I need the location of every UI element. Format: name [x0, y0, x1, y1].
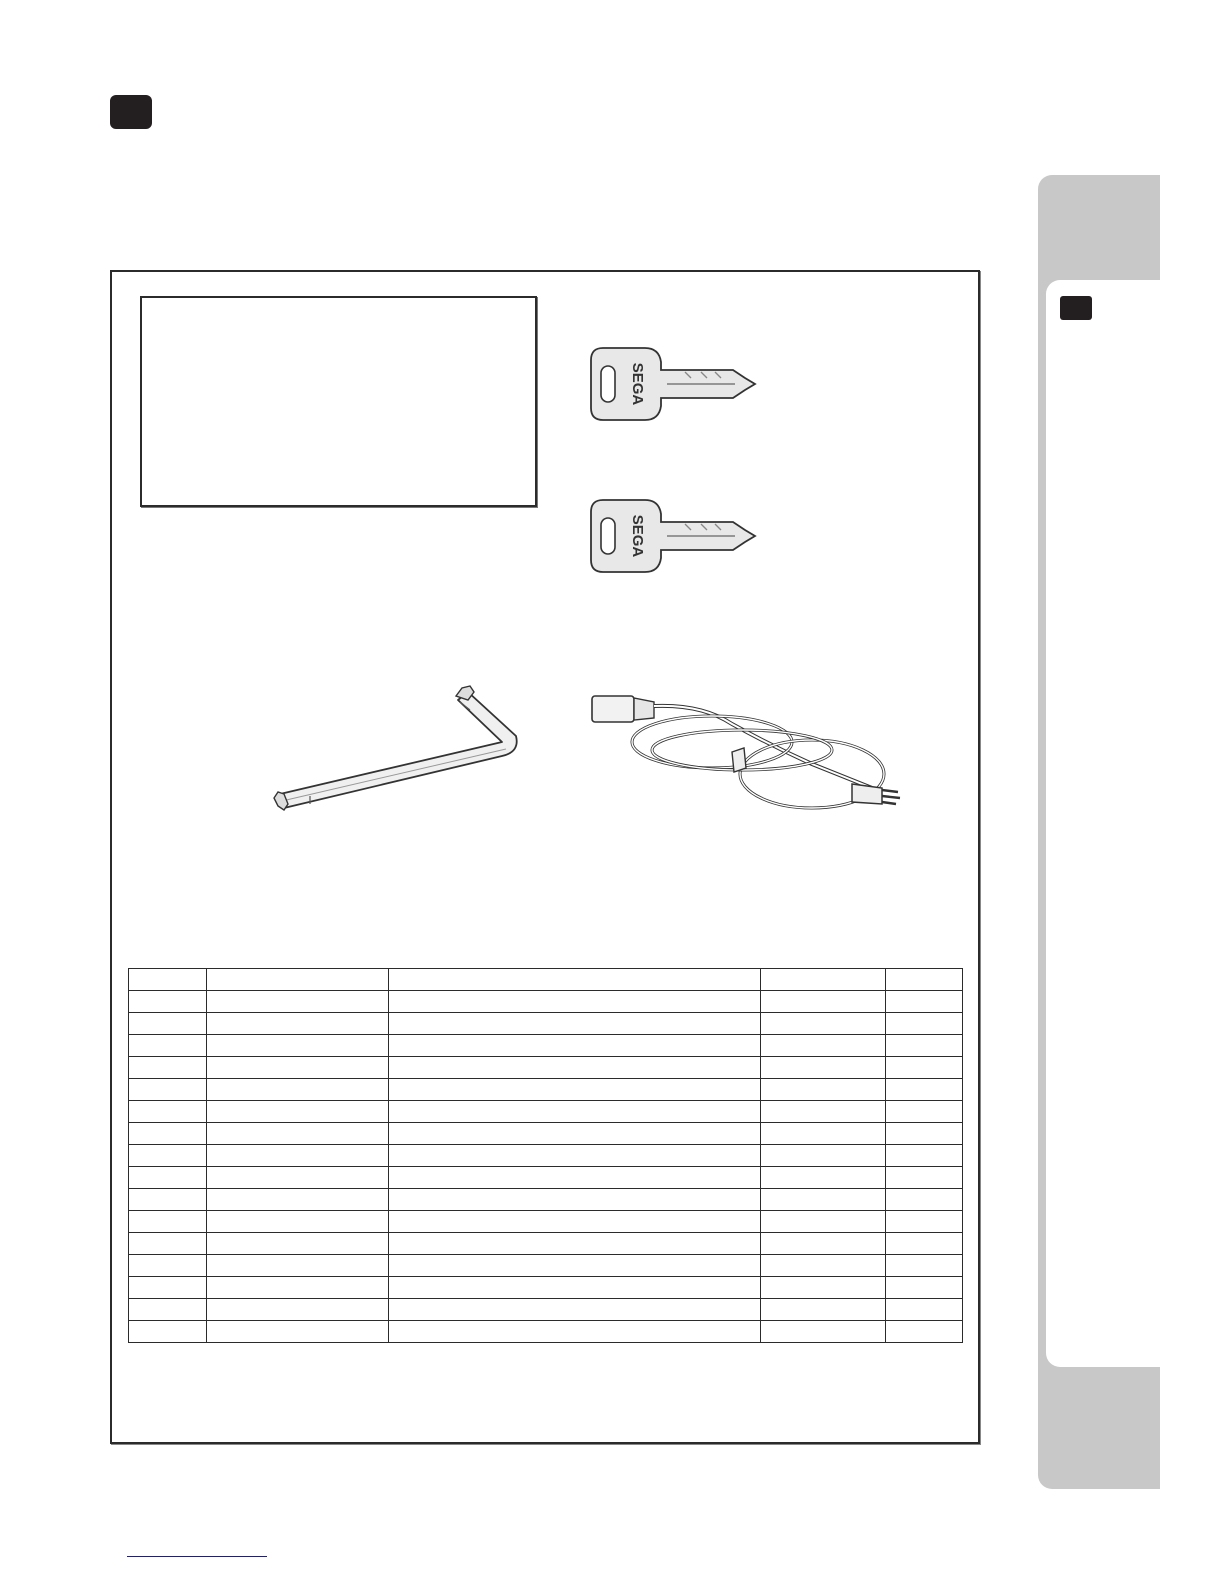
table-cell	[129, 991, 207, 1013]
side-tab-panel	[1046, 280, 1160, 1367]
table-cell	[761, 1035, 886, 1057]
table-cell	[886, 1255, 963, 1277]
key-brand-label: SEGA	[629, 362, 647, 406]
table-cell	[886, 1145, 963, 1167]
table-cell	[389, 1189, 761, 1211]
table-cell	[207, 1211, 389, 1233]
table-cell	[129, 1321, 207, 1343]
table-cell	[886, 1233, 963, 1255]
table-cell	[886, 1057, 963, 1079]
table-cell	[886, 1211, 963, 1233]
table-cell	[207, 1079, 389, 1101]
hex-wrench-icon	[270, 680, 530, 830]
table-row	[129, 1035, 963, 1057]
table-cell	[129, 1123, 207, 1145]
key-icon	[585, 496, 760, 576]
table-row	[129, 1167, 963, 1189]
table-row	[129, 1211, 963, 1233]
table-cell	[389, 1299, 761, 1321]
key-icon	[585, 344, 760, 424]
table-cell	[207, 1233, 389, 1255]
table-cell	[761, 1211, 886, 1233]
manual-document-box	[140, 296, 537, 507]
table-row	[129, 1255, 963, 1277]
table-cell	[207, 969, 389, 991]
table-cell	[129, 1167, 207, 1189]
table-cell	[207, 1255, 389, 1277]
table-row	[129, 1233, 963, 1255]
table-row	[129, 1123, 963, 1145]
table-row	[129, 991, 963, 1013]
table-row	[129, 1079, 963, 1101]
table-cell	[207, 1277, 389, 1299]
table-cell	[761, 1123, 886, 1145]
table-cell	[886, 1123, 963, 1145]
table-row	[129, 1189, 963, 1211]
table-row	[129, 1321, 963, 1343]
table-cell	[761, 1255, 886, 1277]
table-cell	[207, 1035, 389, 1057]
table-row	[129, 1299, 963, 1321]
table-cell	[207, 991, 389, 1013]
table-cell	[761, 1079, 886, 1101]
table-cell	[761, 1233, 886, 1255]
table-cell	[886, 1079, 963, 1101]
table-row	[129, 1013, 963, 1035]
table-cell	[389, 1079, 761, 1101]
table-cell	[389, 1013, 761, 1035]
table-cell	[886, 1167, 963, 1189]
table-cell	[389, 1211, 761, 1233]
table-cell	[761, 1189, 886, 1211]
table-cell	[886, 1035, 963, 1057]
table-cell	[389, 1321, 761, 1343]
table-cell	[761, 1321, 886, 1343]
table-cell	[207, 1167, 389, 1189]
table-cell	[389, 991, 761, 1013]
table-cell	[207, 1145, 389, 1167]
table-cell	[207, 1013, 389, 1035]
table-cell	[129, 1211, 207, 1233]
table-cell	[129, 1035, 207, 1057]
table-cell	[886, 1013, 963, 1035]
table-cell	[389, 1035, 761, 1057]
table-cell	[886, 991, 963, 1013]
table-cell	[761, 1101, 886, 1123]
table-row	[129, 1101, 963, 1123]
power-cord-icon	[582, 684, 917, 824]
table-cell	[207, 1123, 389, 1145]
table-cell	[129, 1079, 207, 1101]
side-tab-badge	[1060, 296, 1092, 320]
table-cell	[129, 1057, 207, 1079]
table-cell	[129, 1233, 207, 1255]
table-cell	[886, 1277, 963, 1299]
table-cell	[761, 1145, 886, 1167]
table-cell	[761, 1057, 886, 1079]
side-tab-bottom	[1038, 1367, 1160, 1489]
table-cell	[886, 969, 963, 991]
table-cell	[129, 1255, 207, 1277]
table-cell	[886, 1101, 963, 1123]
table-cell	[389, 1167, 761, 1189]
table-cell	[389, 1233, 761, 1255]
table-cell	[886, 1299, 963, 1321]
table-cell	[761, 1277, 886, 1299]
section-number-badge	[110, 95, 152, 129]
table-cell	[207, 1189, 389, 1211]
table-cell	[389, 969, 761, 991]
table-cell	[129, 1277, 207, 1299]
side-tab-top	[1038, 175, 1160, 280]
table-cell	[207, 1321, 389, 1343]
table-row	[129, 1057, 963, 1079]
footer-link-underline	[127, 1556, 267, 1557]
table-row	[129, 1277, 963, 1299]
table-cell	[129, 1299, 207, 1321]
table-cell	[129, 1189, 207, 1211]
table-cell	[761, 969, 886, 991]
table-cell	[389, 1145, 761, 1167]
table-cell	[761, 1013, 886, 1035]
table-cell	[389, 1101, 761, 1123]
parts-list-table	[128, 968, 963, 1343]
table-cell	[129, 969, 207, 991]
table-cell	[886, 1321, 963, 1343]
table-cell	[389, 1255, 761, 1277]
table-cell	[129, 1101, 207, 1123]
table-cell	[761, 991, 886, 1013]
table-cell	[761, 1299, 886, 1321]
table-cell	[389, 1057, 761, 1079]
table-row	[129, 1145, 963, 1167]
table-cell	[389, 1277, 761, 1299]
key-brand-label: SEGA	[629, 514, 647, 558]
table-cell	[886, 1189, 963, 1211]
table-cell	[389, 1123, 761, 1145]
table-row	[129, 969, 963, 991]
table-cell	[207, 1299, 389, 1321]
table-cell	[129, 1013, 207, 1035]
table-cell	[207, 1101, 389, 1123]
table-cell	[129, 1145, 207, 1167]
table-cell	[761, 1167, 886, 1189]
table-cell	[207, 1057, 389, 1079]
